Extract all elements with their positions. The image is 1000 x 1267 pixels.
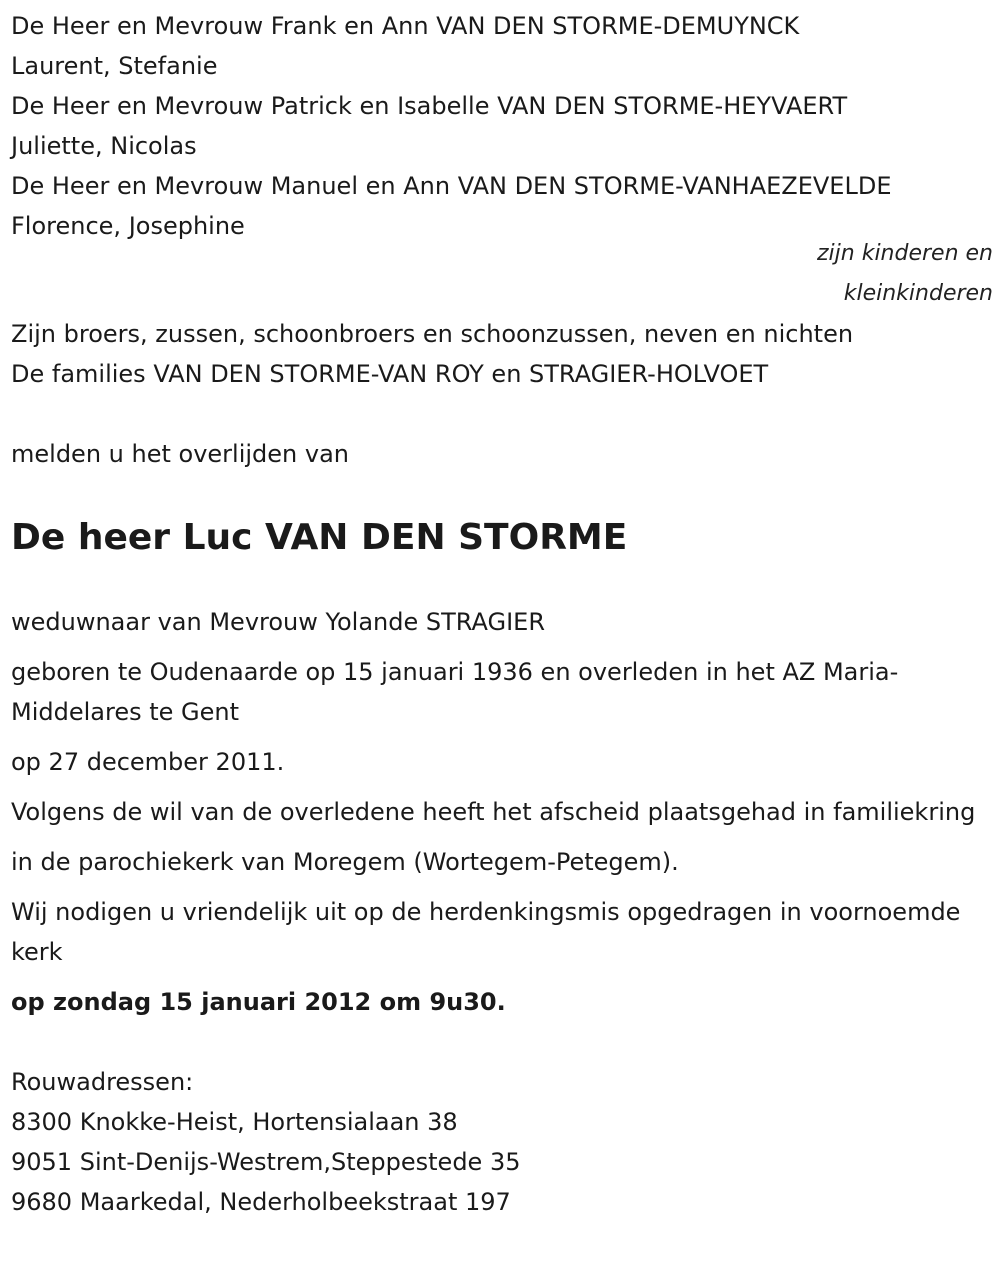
grandchildren-line: Laurent, Stefanie [11,52,218,80]
details [11,602,993,1022]
children-note-line: kleinkinderen [843,281,993,306]
invitation-text: Wij nodigen u vriendelijk uit op de herdenkingsmis opgedragen in voornoemde kerk [11,898,961,966]
family-line: De Heer en Mevrouw Frank en Ann VAN DEN STORME-DEMUYNCK [11,12,800,40]
church-text: in de parochiekerk van Moregem (Wortegem-Petegem). [11,848,679,876]
mass-date-text: op zondag 15 januari 2012 om 9u30. [11,988,506,1016]
grandchildren-line: Juliette, Nicolas [11,132,197,160]
relatives-line: Zijn broers, zussen, schoonbroers en schoonzussen, neven en nichten [11,320,854,348]
address-item: 8300 Knokke-Heist, Hortensialaan 38 [11,1108,458,1136]
deceased-name: De heer Luc VAN DEN STORME [11,517,628,558]
death-date-text: op 27 december 2011. [11,748,285,776]
children-note [11,234,993,314]
relatives-line: De families VAN DEN STORME-VAN ROY en STRAGIER-HOLVOET [11,360,769,388]
address-item: 9680 Maarkedal, Nederholbeekstraat 197 [11,1188,511,1216]
children-note-line: zijn kinderen en [817,241,993,266]
relatives-list [11,314,993,394]
family-line: De Heer en Mevrouw Manuel en Ann VAN DEN STORME-VANHAEZEVELDE [11,172,892,200]
family-line: De Heer en Mevrouw Patrick en Isabelle VAN DEN STORME-HEYVAERT [11,92,848,120]
grandchildren-line: Florence, Josephine [11,212,245,240]
announcement: melden u het overlijden van [11,440,349,468]
born-died-text: geboren te Oudenaarde op 15 januari 1936 en overleden in het AZ Maria-Middelares te Gent [11,658,899,726]
addresses [11,1062,993,1222]
farewell-text: Volgens de wil van de overledene heeft het afscheid plaatsgehad in familiekring [11,798,976,826]
widower-text: weduwnaar van Mevrouw Yolande STRAGIER [11,608,545,636]
obituary-document [11,6,993,1222]
address-item: 9051 Sint-Denijs-Westrem,Steppestede 35 [11,1148,521,1176]
family-list [11,6,993,246]
addresses-heading: Rouwadressen: [11,1068,194,1096]
